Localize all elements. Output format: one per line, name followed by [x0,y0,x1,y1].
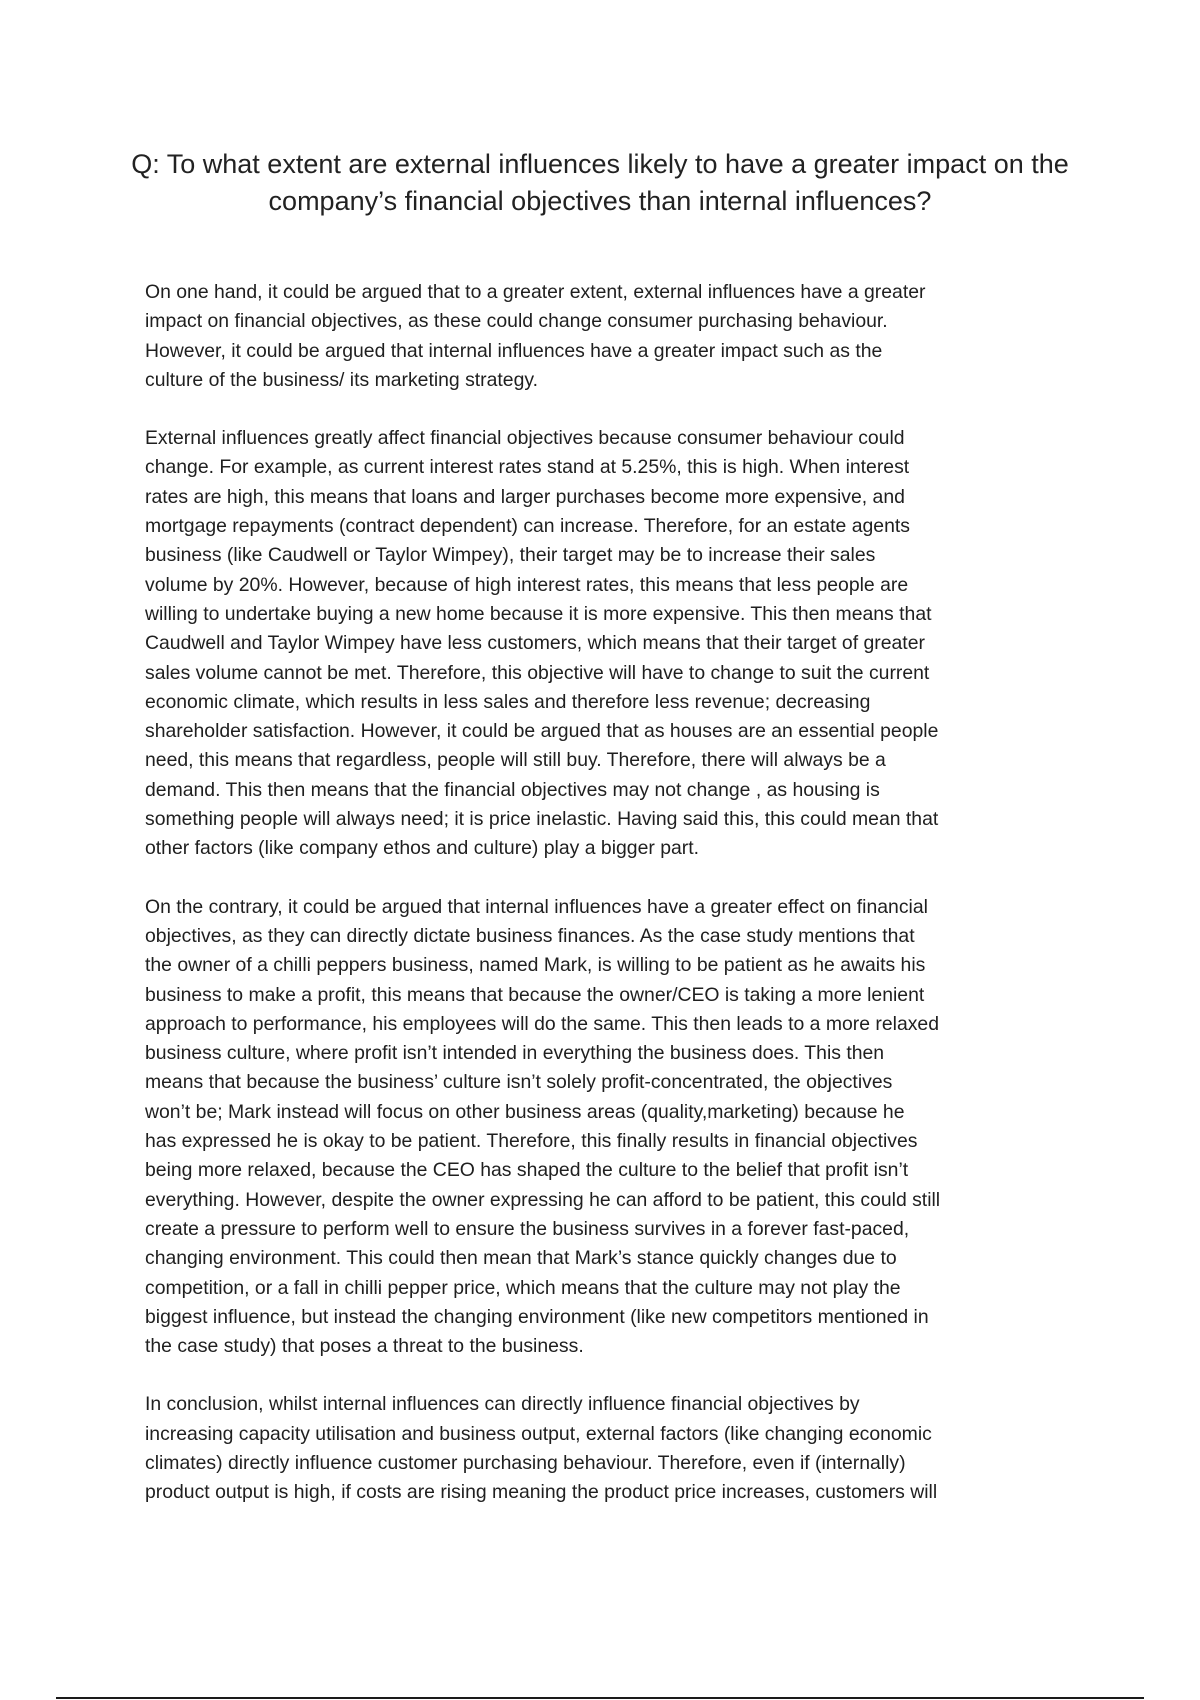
paragraph-conclusion: In conclusion, whilst internal influences can directly influence financial objectives by increasing capacity utilisation and business output, external factors (like changing economic climates) directly influence customer purchasing behaviour. Therefore, even if (internally) product output is high, if costs are rising meaning the product price increases, customers will [145,1393,938,1504]
essay-body [145,278,1075,1537]
paragraph-introduction: On one hand, it could be argued that to a greater extent, external influences have a greater impact on financial objectives, as these could change consumer purchasing behaviour. However, it could be argued that internal influences have a greater impact such as the culture of the business/ its marketing strategy. [145,281,926,391]
page-bottom-divider [56,1697,1144,1699]
paragraph-external-influences: External influences greatly affect financial objectives because consumer behaviour could change. For example, as current interest rates stand at 5.25%, this is high. When interest rates are high, this means that loans and larger purchases become more expensive, and mortgage repayments (contract dependent) can increase. Therefore, for an estate agents business (like Caudwell or Taylor Wimpey), their target may be to increase their sales volume by 20%. However, because of high interest rates, this means that less people are willing to undertake buying a new home because it is more expensive. This then means that Caudwell and Taylor Wimpey have less customers, which means that their target of greater sales volume cannot be met. Therefore, this objective will have to change to suit the current economic climate, which results in less sales and therefore less revenue; decreasing shareholder satisfaction. However, it could be argued that as houses are an essential people need, this means that regardless, people will still buy. Therefore, there will always be a demand. This then means that the financial objectives may not change , as housing is something people will always need; it is price inelastic. Having said this, this could mean that other factors (like company ethos and culture) play a bigger part. [145,427,939,860]
paragraph-internal-influences: On the contrary, it could be argued that internal influences have a greater effect on financial objectives, as they can directly dictate business finances. As the case study mentions that the owner of a chilli peppers business, named Mark, is willing to be patient as he awaits his business to make a profit, this means that because the owner/CEO is taking a more lenient approach to performance, his employees will do the same. This then leads to a more relaxed business culture, where profit isn’t intended in everything the business does. This then means that because the business’ culture isn’t solely profit-concentrated, the objectives won’t be; Mark instead will focus on other business areas (quality,marketing) because he has expressed he is okay to be patient. Therefore, this finally results in financial objectives being more relaxed, because the CEO has shaped the culture to the belief that profit isn’t everything. However, despite the owner expressing he can afford to be patient, this could still create a pressure to perform well to ensure the business survives in a forever fast-paced, changing environment. This could then mean that Mark’s stance quickly changes due to competition, or a fall in chilli pepper price, which means that the culture may not play the biggest influence, but instead the changing environment (like new competitors mentioned in the case study) that poses a threat to the business. [145,895,941,1358]
question-title: Q: To what extent are external influences likely to have a greater impact on the company’s financial objectives than internal influences? [131,149,1069,216]
